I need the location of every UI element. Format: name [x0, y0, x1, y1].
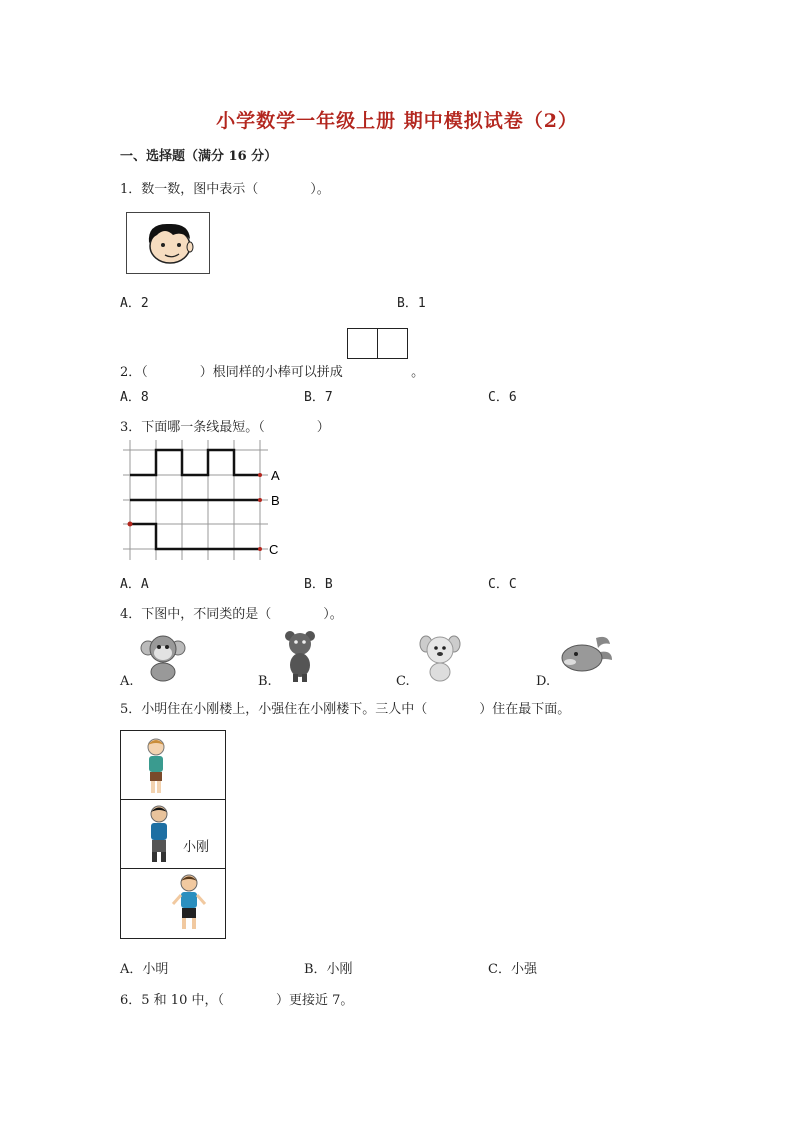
section-heading: 一、选择题（满分 16 分）	[120, 149, 278, 164]
page-title: 小学数学一年级上册 期中模拟试卷（2）	[216, 110, 578, 132]
puppy-toy-icon	[418, 632, 462, 684]
q5-option-b[interactable]: B．小刚	[304, 962, 353, 977]
boy-face-image-frame	[126, 212, 210, 274]
q4-option-b[interactable]: B.	[258, 674, 272, 689]
question-2-stem	[120, 350, 424, 380]
building-floors-figure	[120, 730, 226, 939]
bear-toy-icon	[280, 628, 320, 684]
q3-option-a[interactable]: A．A	[120, 577, 149, 592]
q5-option-a[interactable]: A．小明	[120, 962, 169, 977]
q3-option-c[interactable]: C．C	[488, 577, 517, 592]
dragon-toy-icon	[556, 632, 614, 676]
boy-face-icon	[127, 213, 209, 273]
floor-label-xiaogang: 小刚	[183, 840, 210, 855]
q4-option-a[interactable]: A.	[120, 674, 134, 689]
line-label-a: A	[271, 468, 280, 483]
line-label-b: B	[271, 493, 280, 508]
question-3-stem: 3．下面哪一条线最短。（ ）	[120, 420, 330, 435]
q2-option-a[interactable]: A．8	[120, 390, 149, 405]
q3-option-b[interactable]: B．B	[304, 577, 333, 592]
question-1-stem: 1．数一数，图中表示（ ）。	[120, 182, 330, 197]
question-6-stem: 6．5 和 10 中，（ ）更接近 7。	[120, 993, 354, 1008]
q4-option-d[interactable]: D.	[536, 674, 551, 689]
question-5-stem: 5．小明住在小刚楼上，小强住在小刚楼下。三人中（ ）住在最下面。	[120, 702, 571, 717]
q1-option-a[interactable]: A．2	[120, 296, 149, 311]
monkey-toy-icon	[140, 632, 186, 682]
question-2-stem-a: 2．（ ）根同样的小棒可以拼成	[120, 365, 343, 380]
q4-option-c[interactable]: C.	[396, 674, 410, 689]
q1-option-b[interactable]: B．1	[397, 296, 426, 311]
two-squares-figure	[347, 350, 407, 380]
q5-option-c[interactable]: C．小强	[488, 962, 537, 977]
boy-xiaogang-icon	[143, 803, 175, 865]
q2-option-b[interactable]: B．7	[304, 390, 333, 405]
question-4-stem: 4．下图中，不同类的是（ ）。	[120, 607, 343, 622]
boy-xiaoqiang-icon	[169, 872, 209, 934]
question-2-stem-b: 。	[411, 365, 425, 380]
line-grid-figure	[118, 440, 288, 562]
line-label-c: C	[269, 542, 279, 557]
q2-option-c[interactable]: C．6	[488, 390, 517, 405]
boy-xiaoming-icon	[141, 735, 171, 797]
